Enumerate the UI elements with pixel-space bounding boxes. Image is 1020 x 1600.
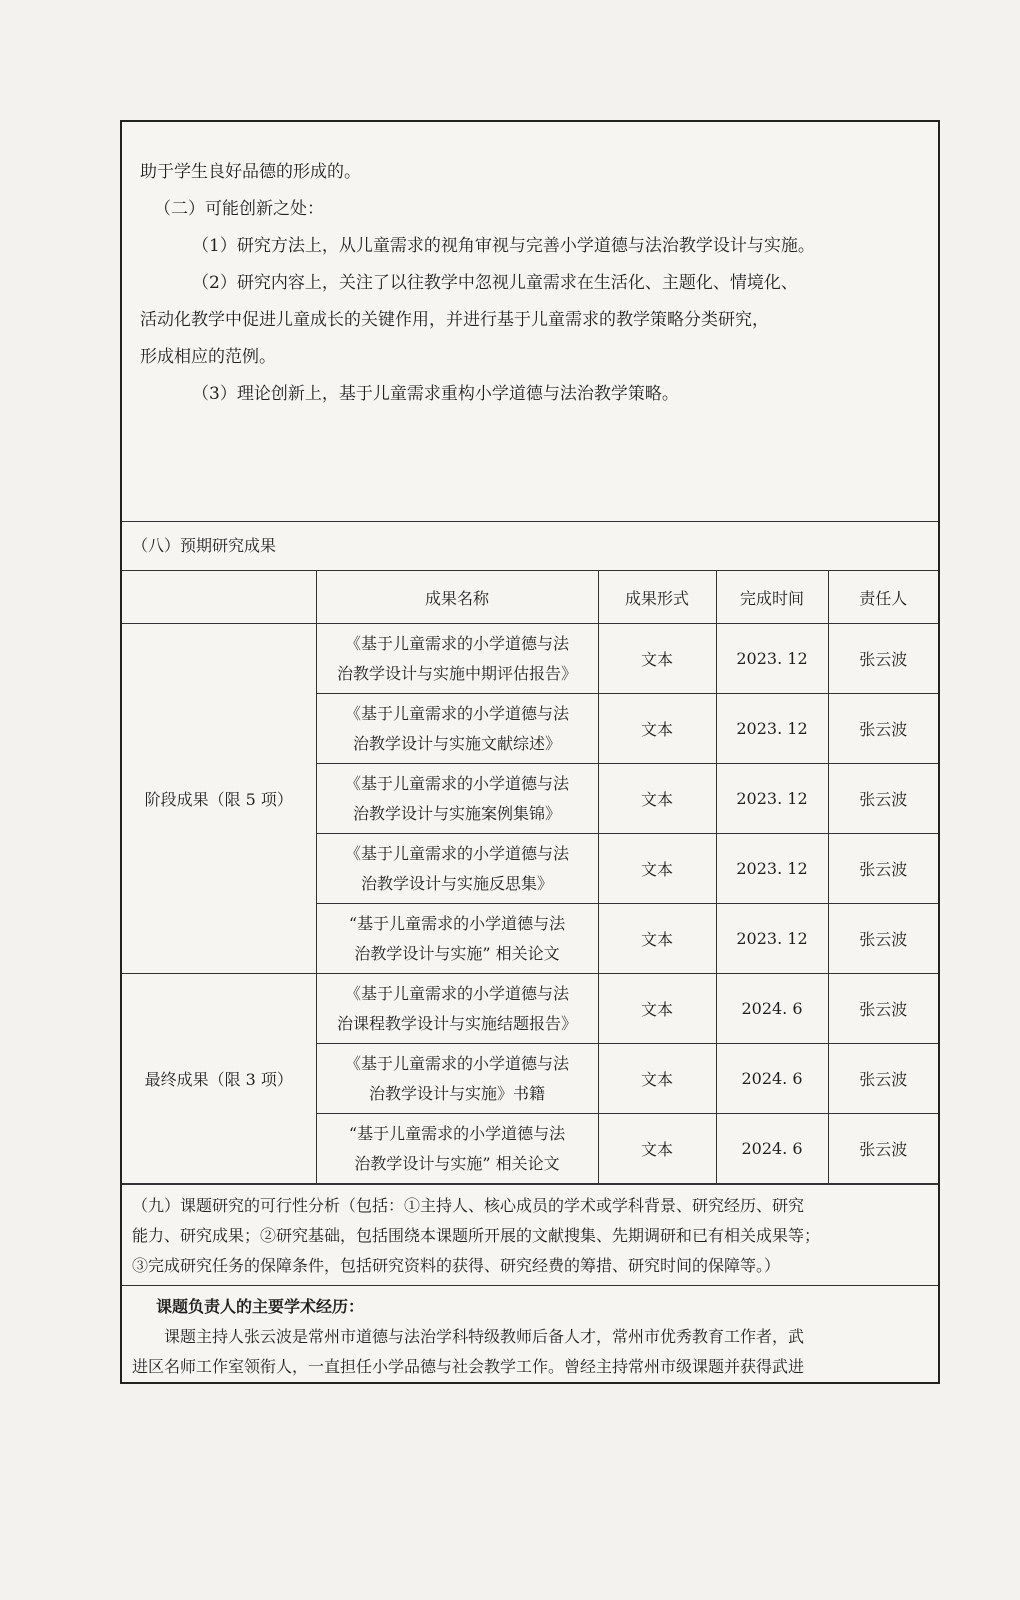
biography-line-2: 进区名师工作室领衔人，一直担任小学品德与社会教学工作。曾经主持常州市级课题并获得武进 [132,1357,805,1376]
result-form: 文本 [598,834,716,904]
feasibility-line-1: （九）课题研究的可行性分析（包括：①主持人、核心成员的学术或学科背景、研究经历、研究 [132,1196,805,1215]
result-form: 文本 [598,694,716,764]
result-name-line: 《基于儿童需求的小学道德与法 [344,1053,569,1073]
innovation-point-3: （3）理论创新上，基于儿童需求重构小学道德与法治教学策略。 [192,384,679,404]
result-time: 2023. 12 [716,764,828,834]
result-owner: 张云波 [828,1114,938,1184]
stage-results-label: 阶段成果（限 5 项） [122,624,316,974]
result-form: 文本 [598,764,716,834]
result-time: 2023. 12 [716,624,828,694]
result-name-cell [316,694,598,764]
result-name-line: “基于儿童需求的小学道德与法 [348,913,566,933]
result-time: 2023. 12 [716,834,828,904]
final-results-label: 最终成果（限 3 项） [122,974,316,1184]
result-owner: 张云波 [828,624,938,694]
result-time: 2024. 6 [716,1044,828,1114]
result-name-cell [316,974,598,1044]
innovation-point-2-line3: 形成相应的范例。 [140,347,276,367]
result-name-line: 治教学设计与实施” 相关论文 [354,943,560,963]
expected-results-table [122,571,938,1184]
innovation-point-2-line2: 活动化教学中促进儿童成长的关键作用，并进行基于儿童需求的教学策略分类研究， [140,310,769,330]
result-form: 文本 [598,624,716,694]
result-name-line: 治教学设计与实施中期评估报告》 [336,663,577,683]
biography-line-1: 课题主持人张云波是常州市道德与法治学科特级教师后备人才，常州市优秀教育工作者，武 [164,1327,805,1346]
result-owner: 张云波 [828,904,938,974]
result-name-line: “基于儿童需求的小学道德与法 [348,1123,566,1143]
result-form: 文本 [598,1044,716,1114]
result-name-line: 治课程教学设计与实施结题报告》 [336,1013,577,1033]
result-name-line: 治教学设计与实施反思集》 [360,873,553,893]
feasibility-section [122,1184,938,1285]
result-form: 文本 [598,1114,716,1184]
result-time: 2024. 6 [716,1114,828,1184]
header-empty-cell [122,571,316,624]
column-header-form: 成果形式 [598,571,716,624]
result-name-cell [316,624,598,694]
result-owner: 张云波 [828,694,938,764]
result-name-line: 《基于儿童需求的小学道德与法 [344,843,569,863]
biography-heading: 课题负责人的主要学术经历： [156,1297,365,1316]
column-header-time: 完成时间 [716,571,828,624]
result-time: 2023. 12 [716,694,828,764]
table-row [122,624,938,694]
result-name-line: 治教学设计与实施” 相关论文 [354,1153,560,1173]
table-header-row [122,571,938,624]
result-name-cell [316,834,598,904]
innovation-point-2-line1: （2）研究内容上，关注了以往教学中忽视儿童需求在生活化、主题化、情境化、 [192,273,798,293]
innovation-heading: （二）可能创新之处： [154,199,324,219]
result-owner: 张云波 [828,834,938,904]
expected-results-heading: （八）预期研究成果 [122,522,938,571]
result-time: 2024. 6 [716,974,828,1044]
result-name-line: 《基于儿童需求的小学道德与法 [344,983,569,1003]
result-name-line: 《基于儿童需求的小学道德与法 [344,633,569,653]
result-owner: 张云波 [828,764,938,834]
innovation-point-1: （1）研究方法上，从儿童需求的视角审视与完善小学道德与法治教学设计与实施。 [192,236,815,256]
column-header-name: 成果名称 [316,571,598,624]
result-time: 2023. 12 [716,904,828,974]
result-name-cell [316,904,598,974]
result-name-line: 治教学设计与实施案例集锦》 [352,803,561,823]
continued-text: 助于学生良好品德的形成的。 [140,162,361,182]
result-name-line: 《基于儿童需求的小学道德与法 [344,773,569,793]
result-name-line: 治教学设计与实施文献综述》 [352,733,561,753]
feasibility-line-3: ③完成研究任务的保障条件，包括研究资料的获得、研究经费的筹措、研究时间的保障等。） [132,1256,781,1275]
result-name-cell [316,1044,598,1114]
result-form: 文本 [598,904,716,974]
innovation-section [122,122,938,522]
result-name-line: 《基于儿童需求的小学道德与法 [344,703,569,723]
result-owner: 张云波 [828,1044,938,1114]
application-form-page [120,120,940,1384]
result-name-line: 治教学设计与实施》书籍 [368,1083,545,1103]
result-name-cell [316,764,598,834]
biography-section [122,1285,938,1382]
table-row [122,974,938,1044]
column-header-owner: 责任人 [828,571,938,624]
feasibility-line-2: 能力、研究成果；②研究基础，包括围绕本课题所开展的文献搜集、先期调研和已有相关成果等； [132,1226,821,1245]
result-owner: 张云波 [828,974,938,1044]
result-form: 文本 [598,974,716,1044]
result-name-cell [316,1114,598,1184]
